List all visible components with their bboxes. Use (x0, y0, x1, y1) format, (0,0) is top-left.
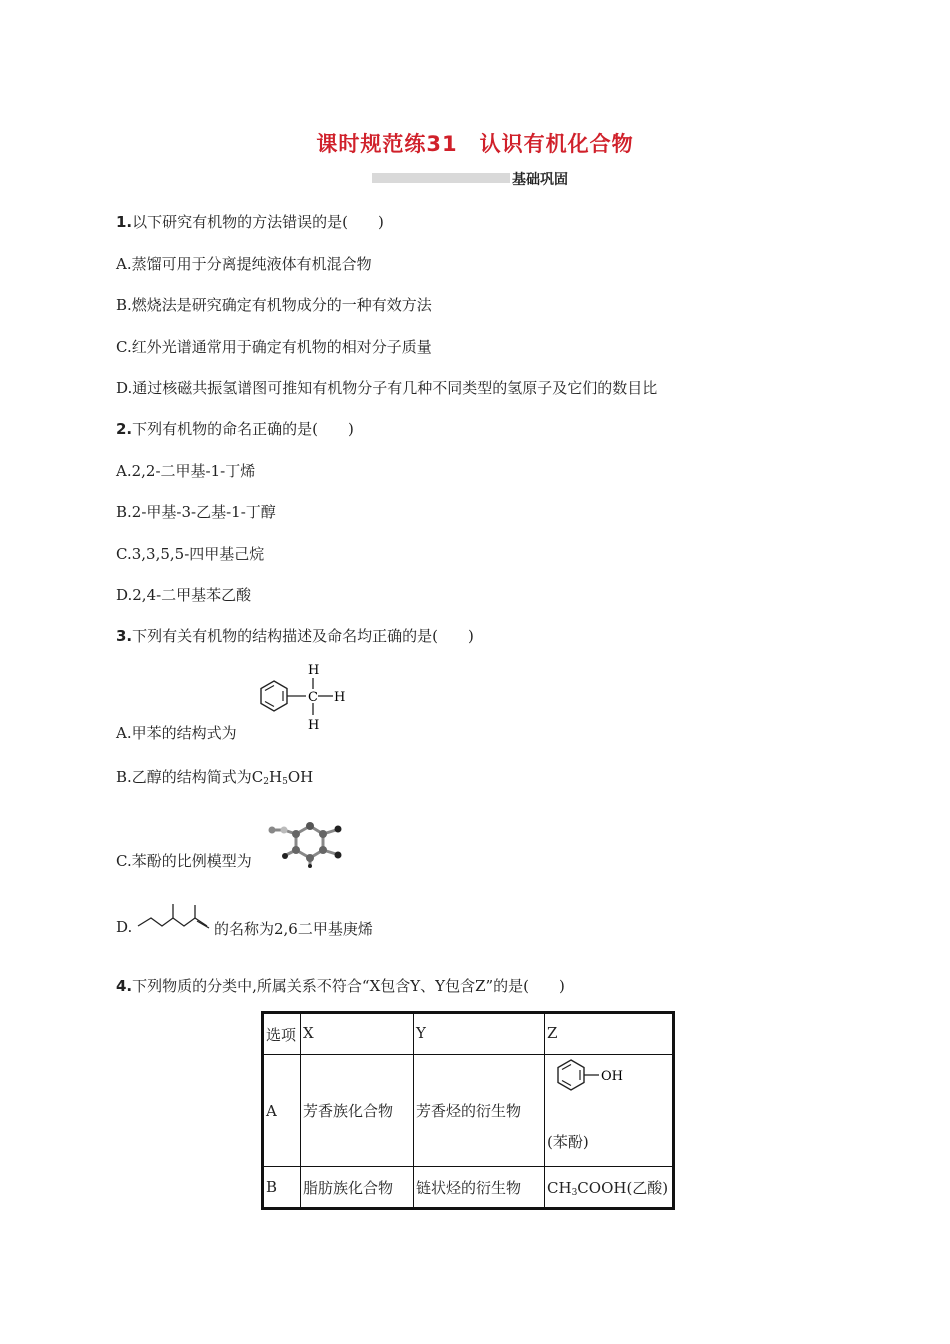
formula-text: CH (547, 1178, 572, 1197)
atom-h-right: H (334, 690, 346, 705)
formula-text: H (269, 768, 283, 786)
q2-option-d: D.2,4-二甲基苯乙酸 (116, 586, 252, 604)
phenol-ball-model (260, 822, 350, 868)
q2-option-b: B.2-甲基-3-乙基-1-丁醇 (116, 503, 276, 521)
question-3 (116, 625, 474, 646)
header-cell: X (301, 1013, 414, 1055)
table-cell (545, 1167, 674, 1209)
table-header-row (263, 1013, 674, 1055)
header-cell: Z (545, 1013, 674, 1055)
table-cell: 芳香族化合物 (301, 1055, 414, 1167)
question-number: 2. (116, 420, 133, 438)
header-cell: Y (414, 1013, 545, 1055)
section-label: 基础巩固 (512, 172, 568, 188)
page-title: 课时规范练31 认识有机化合物 (316, 132, 634, 156)
q1-option-a: A.蒸馏可用于分离提纯液体有机混合物 (116, 255, 372, 273)
question-stem: 下列有关有机物的结构描述及命名均正确的是( ) (132, 627, 474, 645)
q1-option-d: D.通过核磁共振氢谱图可推知有机物分子有几种不同类型的氢原子及它们的数目比 (116, 379, 658, 397)
question-number: 3. (116, 627, 133, 645)
question-number: 1. (116, 213, 133, 231)
subscript: 3 (571, 1187, 578, 1198)
phenol-name: (苯酚) (547, 1133, 589, 1151)
formula-text: COOH(乙酸) (577, 1178, 669, 1197)
atom-h-bottom: H (308, 718, 320, 733)
q3-option-c: C.苯酚的比例模型为 (116, 852, 252, 870)
table-row (263, 1055, 674, 1167)
formula-text: OH (287, 768, 314, 786)
question-number: 4. (116, 977, 133, 995)
q1-option-b: B.燃烧法是研究确定有机物成分的一种有效方法 (116, 296, 432, 314)
oh-label: OH (601, 1069, 623, 1084)
header-cell: 选项 (263, 1013, 301, 1055)
q2-option-a: A.2,2-二甲基-1-丁烯 (116, 462, 256, 480)
question-2 (116, 418, 354, 439)
q3-option-d-label: D. (116, 918, 133, 936)
question-stem: 以下研究有机物的方法错误的是( ) (132, 213, 384, 231)
classification-table (261, 1011, 675, 1210)
q3-option-a: A.甲苯的结构式为 (116, 724, 237, 742)
q1-option-c: C.红外光谱通常用于确定有机物的相对分子质量 (116, 338, 432, 356)
table-cell: 链状烃的衍生物 (414, 1167, 545, 1209)
q3-option-b (116, 766, 313, 787)
phenol-structure-diagram (551, 1057, 635, 1097)
toluene-structure-diagram (250, 658, 360, 742)
section-bar (372, 173, 510, 183)
table-row (263, 1167, 674, 1209)
question-4 (116, 975, 565, 996)
formula-text: B.乙醇的结构简式为C (116, 768, 264, 786)
table-cell: B (263, 1167, 301, 1209)
subscript: 2 (263, 777, 270, 787)
subscript: 5 (282, 777, 288, 787)
question-1 (116, 211, 384, 232)
question-stem: 下列物质的分类中,所属关系不符合“X包含Y、Y包含Z”的是( ) (132, 977, 565, 995)
skeletal-formula-diagram (136, 902, 212, 930)
table-cell (545, 1055, 674, 1167)
table-cell: A (263, 1055, 301, 1167)
q3-option-d-text: 的名称为2,6二甲基庚烯 (214, 920, 373, 938)
table-cell: 芳香烃的衍生物 (414, 1055, 545, 1167)
question-stem: 下列有机物的命名正确的是( ) (132, 420, 354, 438)
q2-option-c: C.3,3,5,5-四甲基己烷 (116, 545, 265, 563)
table-cell: 脂肪族化合物 (301, 1167, 414, 1209)
atom-h-top: H (308, 663, 320, 678)
atom-c: C (308, 690, 318, 705)
